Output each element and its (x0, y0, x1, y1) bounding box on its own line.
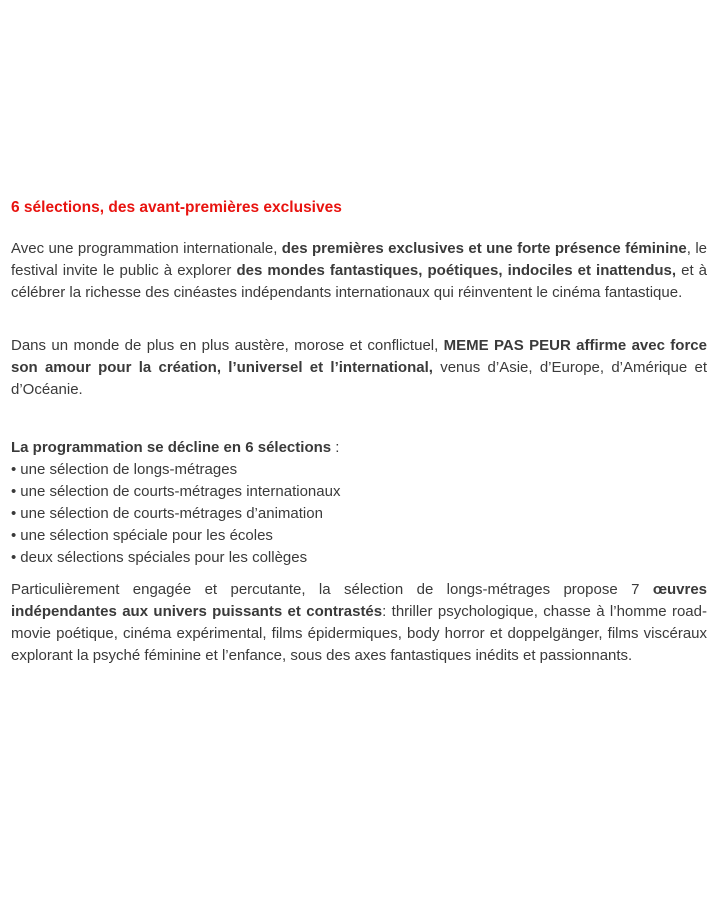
text-run: Avec une programmation internationale, (11, 240, 282, 257)
bullet-icon: • (11, 483, 17, 500)
list-item-label: deux sélections spéciales pour les collèges (20, 549, 308, 566)
text-run: : thriller psychologique, chasse à l’homme road-movie poétique, cinéma expérimental, films épidermiques, body horror et doppelgänger, films viscéraux explorant la psyché féminine et l’enfance, sous des axes fantastiques inédits et passionnants. (11, 603, 707, 664)
paragraph-festival-programme (11, 238, 707, 304)
text-run: Particulièrement engagée et percutante, la sélection de longs-métrages propose 7 (11, 581, 653, 598)
list-item (11, 547, 707, 569)
text-run-bold: œuvres indépendantes aux univers puissants et contrastés (11, 581, 707, 620)
text-run-bold: des premières exclusives et une forte présence féminine (281, 240, 687, 257)
paragraph-meme-pas-peur (11, 335, 707, 401)
bullet-icon: • (11, 549, 17, 566)
list-item-label: une sélection de courts-métrages internationaux (20, 483, 341, 500)
text-run-bold: des mondes fantastiques, poétiques, indociles et inattendus, (236, 262, 677, 279)
text-run: Dans un monde de plus en plus austère, morose et conflictuel, (11, 337, 444, 354)
selections-list-heading (11, 437, 707, 459)
bullet-icon: • (11, 461, 17, 478)
text-run: et à célébrer la richesse des cinéastes indépendants internationaux qui réinventent le cinéma fantastique. (11, 262, 708, 301)
text-run: , le festival invite le public à explorer (11, 240, 708, 279)
text-run: : (331, 439, 340, 456)
list-item (11, 481, 707, 503)
list-item-label: une sélection de courts-métrages d’animation (20, 505, 323, 522)
list-item-label: une sélection de longs-métrages (20, 461, 238, 478)
selections-section (11, 437, 707, 569)
bullet-icon: • (11, 527, 17, 544)
bullet-icon: • (11, 505, 17, 522)
selections-list (11, 459, 707, 569)
text-run: venus d’Asie, d’Europe, d’Amérique et d’Océanie. (11, 359, 707, 398)
section-heading: 6 sélections, des avant-premières exclusives (11, 199, 342, 216)
list-item-label: une sélection spéciale pour les écoles (20, 527, 273, 544)
list-item (11, 503, 707, 525)
list-item (11, 459, 707, 481)
list-item (11, 525, 707, 547)
paragraph-longs-metrages (11, 579, 707, 667)
text-run-bold: MEME PAS PEUR affirme avec force son amour pour la création, l’universel et l’international, (11, 337, 707, 376)
text-run-bold: La programmation se décline en 6 sélections (11, 439, 332, 456)
